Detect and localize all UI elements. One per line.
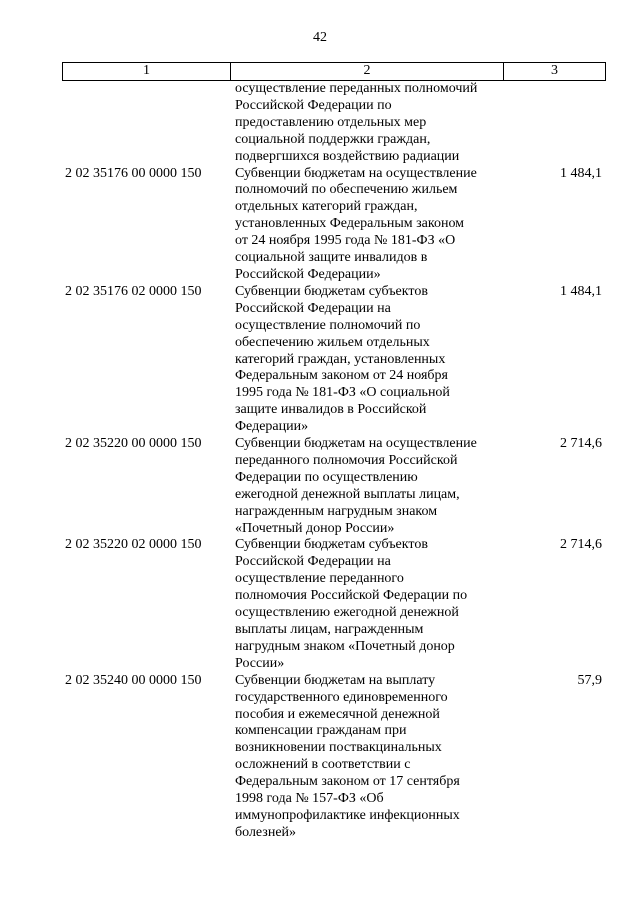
table-row [62,436,606,537]
header-col-2: 2 [231,63,504,80]
table-row [62,166,606,284]
table-row [62,537,606,672]
table-row [62,284,606,436]
budget-code: 2 02 35220 00 0000 150 [65,436,202,452]
budget-code: 2 02 35220 02 0000 150 [65,537,202,553]
budget-code: 2 02 35176 02 0000 150 [65,283,202,299]
header-col-1: 1 [63,63,231,80]
item-description: Субвенции бюджетам субъектов Российской Федерации на осуществление переданного полномочия Российской Федерации по осуществлению ежегодной денежной выплаты лицам, награжденным нагрудным знаком «Почетный донор России» [235,537,468,671]
item-description: Субвенции бюджетам на выплату государственного единовременного пособия и ежемесячной денежной компенсации гражданам при возникновении поствакцинальных осложнений в соответствии с Федеральным законом от 17 сентября 1998 года № 157-ФЗ «Об иммунопрофилактике инфекционных болезней» [235,672,460,840]
table-row [62,673,606,842]
budget-table [62,62,606,842]
budget-code [62,81,230,166]
item-description: Субвенции бюджетам на осуществление полномочий по обеспечению жильем отдельных категорий граждан, установленных Федеральным законом от 24 ноября 1995 года № 181-ФЗ «О социальной защите инвалидов в Российской Федерации» [235,165,477,282]
table-body [62,81,606,842]
amount-value: 1 484,1 [560,283,602,299]
item-description: Субвенции бюджетам субъектов Российской Федерации на осуществление полномочий по обеспечению жильем отдельных категорий граждан, установленных Федеральным законом от 24 ноября 1995 года № 181-ФЗ «О социальной защите инвалидов в Российской Федерации» [235,283,450,435]
table-row [62,81,606,166]
item-description: Субвенции бюджетам на осуществление переданного полномочия Российской Федерации по осуществлению ежегодной денежной выплаты лицам, награжденным нагрудным знаком «Почетный донор России» [235,436,477,536]
page-number: 42 [313,30,327,45]
item-description: осуществление переданных полномочий Российской Федерации по предоставлению отдельных мер социальной поддержки граждан, подвергшихся воздействию радиации [235,81,478,164]
amount-value [502,81,606,166]
amount-value: 1 484,1 [560,165,602,181]
budget-code: 2 02 35240 00 0000 150 [65,672,202,688]
amount-value: 57,9 [577,672,602,688]
budget-code: 2 02 35176 00 0000 150 [65,165,202,181]
header-col-3: 3 [551,63,558,78]
amount-value: 2 714,6 [560,436,602,452]
amount-value: 2 714,6 [560,537,602,553]
table-header-row [62,62,606,81]
